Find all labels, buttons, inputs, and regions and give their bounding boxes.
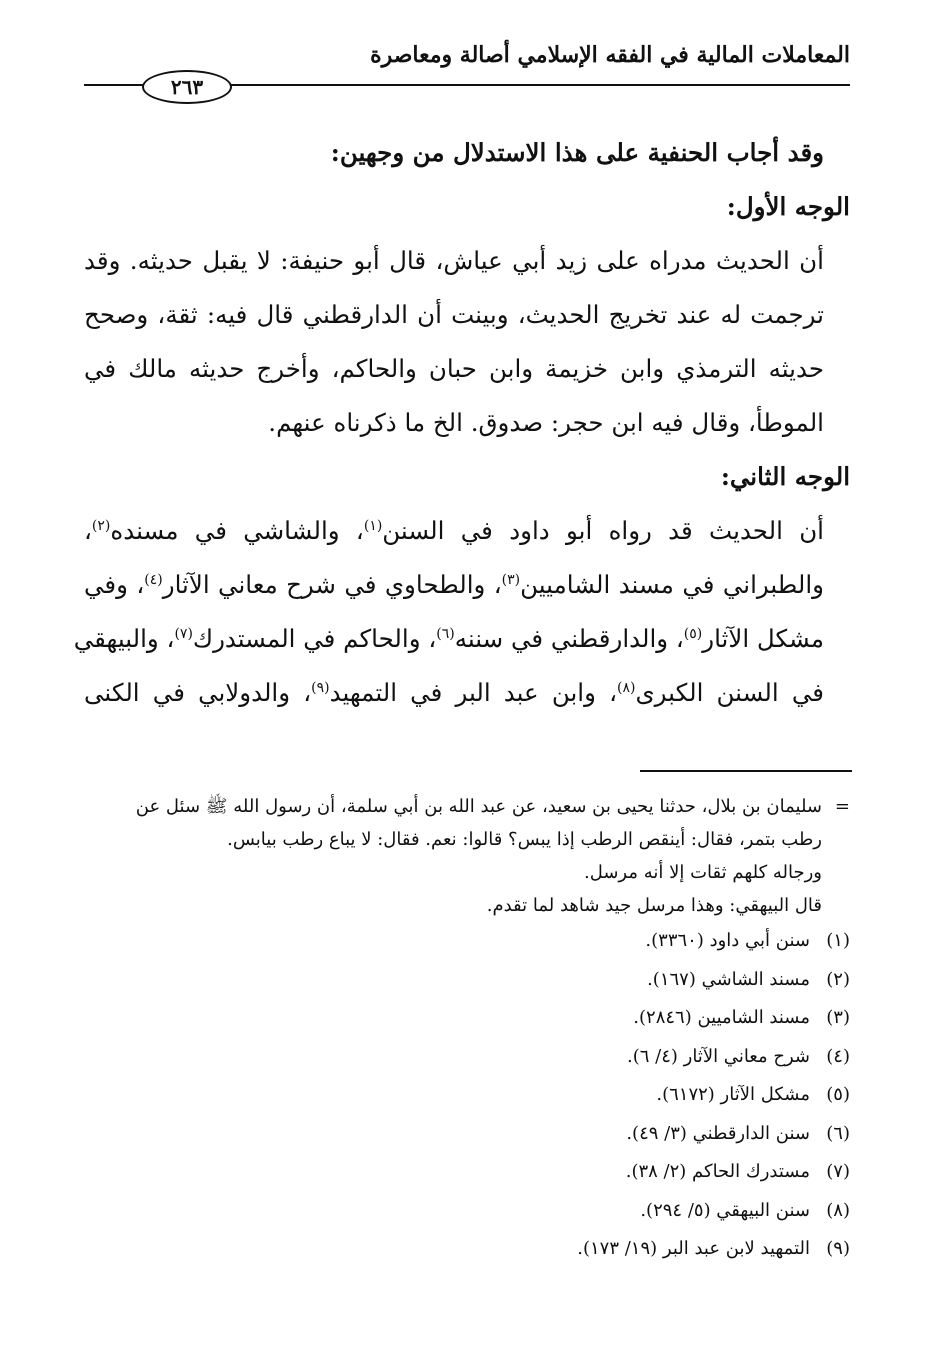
footnote-line: قال البيهقي: وهذا مرسل جيد شاهد لما تقدم. [486,895,822,916]
footnote-ref[interactable]: (٩) [311,679,330,696]
first-aspect-paragraph [84,234,850,450]
footnote-number[interactable]: (٤) [826,1045,850,1067]
footnote-text: مستدرك الحاكم (٢/ ٣٨). [625,1161,810,1182]
footnote-number[interactable]: (١) [826,930,850,951]
footnote-separator [640,770,852,772]
paragraph-line: أن الحديث مدراه على زيد أبي عياش، قال أبو حنيفة: لا يقبل حديثه. وقد [84,246,824,275]
footnotes [84,790,850,1269]
footnote-number[interactable]: (٣) [826,1007,850,1028]
intro-sentence: وقد أجاب الحنفية على هذا الاستدلال من وجهين: [330,138,824,167]
footnote-item [84,922,850,961]
text-run: مشكل الآثار [702,624,824,653]
footnote-item [84,1230,850,1269]
paragraph-line: الموطأ، وقال فيه ابن حجر: صدوق. الخ ما ذكرناه عنهم. [268,408,824,437]
text-run: ، والدارقطني في سننه [454,624,684,653]
paragraph-line [84,504,850,558]
first-aspect-heading: الوجه الأول: [726,192,850,221]
footnote-text: مسند الشاميين (٢٨٤٦). [633,1007,810,1028]
second-aspect-paragraph [73,504,850,720]
paragraph-line [73,612,850,666]
footnote-text: مشكل الآثار (٦١٧٢). [656,1084,810,1105]
footnote-continuation [84,790,850,922]
footnote-item [84,1192,850,1231]
footnote-number[interactable]: (٢) [826,968,850,990]
text-run: ، وفي [84,570,145,599]
footnote-text: سنن الدارقطني (٣/ ٤٩). [626,1122,810,1144]
continuation-mark: = [834,796,850,817]
footnote-number[interactable]: (٩) [826,1238,850,1259]
footnote-line: رطب بتمر، فقال: أينقص الرطب إذا يبس؟ قالوا: نعم. فقال: لا يباع رطب بيابس. [227,829,822,850]
footnote-number[interactable]: (٨) [826,1199,850,1221]
footnote-number[interactable]: (٥) [826,1084,850,1105]
footnote-number[interactable]: (٦) [826,1122,850,1144]
footnote-ref[interactable]: (٢) [91,517,111,534]
running-title: المعاملات المالية في الفقه الإسلامي أصالة ومعاصرة [370,42,850,68]
footnote-ref[interactable]: (٥) [683,625,703,642]
text-run: ، والبيهقي [73,624,175,653]
footnote-item [84,961,850,1000]
footnote-item [84,999,850,1038]
paragraph-line: حديثه الترمذي وابن خزيمة وابن حبان والحاكم، وأخرج حديثه مالك في [84,354,824,383]
footnote-ref[interactable]: (٨) [617,679,636,696]
text-run: ، والحاكم في المستدرك [192,624,437,653]
text-run: ، والدولابي في الكنى [84,678,312,707]
footnote-text: سليمان بن بلال، حدثنا يحيى بن سعيد، عن عبد الله بن أبي سلمة، أن رسول الله ﷺ سئل عن [135,796,822,817]
footnote-item [84,1115,850,1154]
footnote-item [84,1076,850,1115]
paragraph-line [84,558,850,612]
footnote-text: سنن البيهقي (٥/ ٢٩٤). [640,1199,810,1221]
text-run: في السنن الكبرى [635,678,824,707]
footnote-text: مسند الشاشي (١٦٧). [647,968,810,990]
second-aspect-heading: الوجه الثاني: [720,462,850,491]
footnote-line: ورجاله كلهم ثقات إلا أنه مرسل. [583,862,822,883]
paragraph-line [84,666,850,720]
footnote-item [84,1153,850,1192]
text-run: ، وابن عبد البر في التمهيد [329,678,618,707]
footnote-text: شرح معاني الآثار (٤/ ٦). [627,1045,810,1067]
footnote-line [84,790,850,823]
footnote-list [84,922,850,1269]
footnote-ref[interactable]: (٦) [436,625,455,642]
paragraph-line: ترجمت له عند تخريج الحديث، وبينت أن الدارقطني قال فيه: ثقة، وصحح [84,300,824,329]
footnote-ref[interactable]: (٣) [501,571,521,588]
main-text [73,126,850,720]
page-number: ٢٦٣ [142,70,232,104]
footnote-item [84,1038,850,1077]
text-run: أن الحديث قد رواه أبو داود في السنن [382,516,824,545]
footnote-text: التمهيد لابن عبد البر (١٩/ ١٧٣). [577,1238,810,1259]
footnote-text: سنن أبي داود (٣٣٦٠). [645,930,810,951]
text-run: ، والشاشي في مسنده [110,516,364,545]
footnote-ref[interactable]: (٤) [144,571,163,588]
footnote-ref[interactable]: (٧) [174,625,193,642]
text-run: ، [84,516,92,545]
text-run: ، والطحاوي في شرح معاني الآثار [162,570,502,599]
text-run: والطبراني في مسند الشاميين [520,570,825,599]
footnote-number[interactable]: (٧) [826,1161,850,1182]
footnote-ref[interactable]: (١) [363,517,383,534]
